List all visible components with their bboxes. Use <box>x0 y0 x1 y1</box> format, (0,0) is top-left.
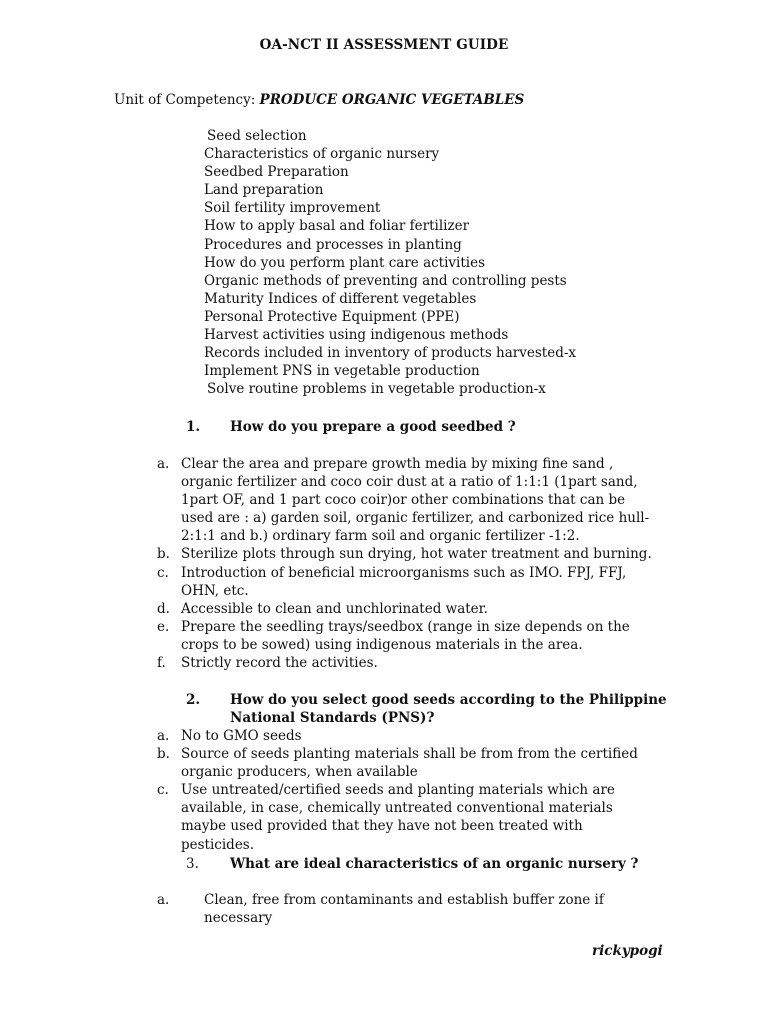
list-item <box>157 600 657 618</box>
question-text: How do you prepare a good seedbed ? <box>230 419 516 435</box>
list-item <box>157 891 657 927</box>
answer-list-q1 <box>157 455 657 672</box>
question-number: 1. <box>186 419 201 435</box>
item-text: No to GMO seeds <box>181 728 302 744</box>
item-letter: a. <box>157 892 170 908</box>
item-letter: c. <box>157 782 169 799</box>
item-text: Accessible to clean and unchlorinated water. <box>181 600 488 617</box>
topic-item: Harvest activities using indigenous methods <box>204 327 509 344</box>
answer-list-q3 <box>157 891 657 927</box>
question-number: 3. <box>186 856 199 872</box>
item-letter: b. <box>157 746 170 763</box>
question-text: How do you select good seeds according to the Philippine National Standards (PNS)? <box>230 692 667 726</box>
topic-item: Personal Protective Equipment (PPE) <box>204 308 460 325</box>
question-number: 2. <box>186 692 201 708</box>
topic-item: Land preparation <box>204 182 324 199</box>
topic-item: Records included in inventory of products harvested-x <box>204 345 577 362</box>
list-item <box>157 745 657 781</box>
topic-list <box>204 127 576 398</box>
topic-item: Seedbed Preparation <box>204 164 349 181</box>
topic-item: Implement PNS in vegetable production <box>204 363 480 380</box>
item-text: Clear the area and prepare growth media by mixing fine sand , organic fertilizer and coco coir dust at a ratio of 1:1:1 (1part sand, 1part OF, and 1 part coco coir)or other combinations that can be used are : a) garden soil, organic fertilizer, and carbonized rice hull- 2:1:1 and b.) ordinary farm soil and organic fertilizer -1:2. <box>181 456 650 545</box>
item-letter: f. <box>157 655 166 672</box>
topic-item: Organic methods of preventing and controlling pests <box>204 272 567 289</box>
item-letter: a. <box>157 456 170 472</box>
document-title: OA-NCT II ASSESSMENT GUIDE <box>259 37 509 53</box>
topic-item: How to apply basal and foliar fertilizer <box>204 218 470 235</box>
topic-item: Soil fertility improvement <box>204 200 381 217</box>
unit-label: Unit of Competency: <box>114 92 260 108</box>
list-item <box>157 781 657 853</box>
list-item <box>157 727 657 745</box>
item-text: Sterilize plots through sun drying, hot water treatment and burning. <box>181 546 652 563</box>
item-text: Prepare the seedling trays/seedbox (range in size depends on the crops to be sowed) using indigenous materials in the area. <box>181 618 630 653</box>
topic-item: Characteristics of organic nursery <box>204 146 440 163</box>
item-text: Use untreated/certified seeds and planting materials which are available, in case, chemically untreated conventional materials maybe used provided that they have not been treated with pesticides. <box>181 782 615 853</box>
topic-item: How do you perform plant care activities <box>204 254 486 271</box>
item-text: Clean, free from contaminants and establish buffer zone if necessary <box>204 892 604 927</box>
topic-item: Seed selection <box>207 128 307 144</box>
unit-of-competency <box>114 92 524 108</box>
list-item <box>157 618 657 654</box>
topic-item: Maturity Indices of different vegetables <box>204 290 477 307</box>
list-item <box>157 564 657 600</box>
unit-value: PRODUCE ORGANIC VEGETABLES <box>259 92 525 108</box>
item-text: Introduction of beneficial microorganisms such as IMO. FPJ, FFJ, OHN, etc. <box>181 564 627 599</box>
item-letter: e. <box>157 618 170 635</box>
item-text: Source of seeds planting materials shall be from from the certified organic producers, when available <box>181 746 638 781</box>
list-item <box>157 654 657 672</box>
author-signature: rickypogi <box>592 943 663 959</box>
list-item <box>157 455 657 545</box>
list-item <box>157 545 657 563</box>
item-letter: d. <box>157 600 170 617</box>
question-text: What are ideal characteristics of an organic nursery ? <box>230 856 639 872</box>
topic-item: Solve routine problems in vegetable production-x <box>207 381 546 398</box>
item-text: Strictly record the activities. <box>181 655 378 672</box>
answer-list-q2 <box>157 727 657 854</box>
item-letter: a. <box>157 728 170 744</box>
item-letter: c. <box>157 564 169 581</box>
item-letter: b. <box>157 546 170 563</box>
topic-item: Procedures and processes in planting <box>204 236 462 253</box>
